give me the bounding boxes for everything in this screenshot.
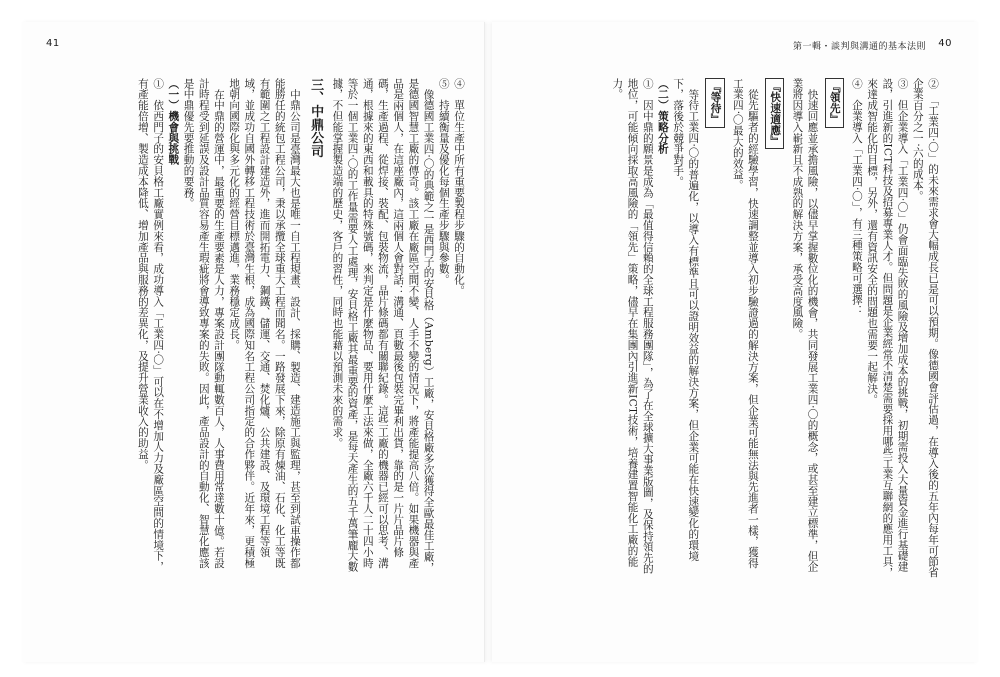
list-item: ④ 企業導入「工業四·〇」，有三種策略可選擇：	[850, 78, 863, 317]
subsection-heading: （一）機會與挑戰	[167, 78, 180, 166]
body-paragraph: 中鼎公司是臺灣最大也是唯一自工程規畫、設計、採購、製造、建造施工與監理，甚至到試車操作都能勝任的統包工程公司，秉以承攬全球重大工程而聞名。一路發展下來，除原有煉油、石化、化工等既有範圍之工程設計建造外，進而開拓電力、鋼鐵、儲運、交通、焚化爐、公共建設、及環境工程等領域，並成功自國外轉移工程技術於臺灣生根，成為國際知名工程公司指定的合作夥伴。近年來，更積極地朝向國際化與多元化的經營目標邁進，業務穩定成長。	[228, 78, 301, 569]
left-page	[22, 22, 485, 662]
list-item: ② 「工業四·〇」的未來需求會大幅成長已是可以預期。像德國會評估過，在導入後的五年內每年可節省企業百分之一·六的成本。	[911, 78, 939, 578]
page-number: 41	[46, 38, 60, 49]
list-item: ⑤ 持續衡量及優化每個生產步驟與參數。	[437, 78, 450, 286]
right-page-text	[520, 78, 940, 578]
list-item: ① 依西門子的安貝格工廠實例來看，成功導入「工業四·〇」可以在不增加人力及廠區空間的情境下，有產能倍增、製造成本降低、增加產品與服務的差異化，及提升營業收入的助益。	[136, 78, 165, 573]
list-item: ① 因中鼎的願景是成為「最值得信賴的全球工程服務團隊」，為了在全球擴大事業版圖，及保持領先的地位，可能傾向採取高風險的「領先」策略，儘早在集團內引進新ICT技術，培養建置智能化工廠的能力。	[611, 78, 654, 575]
strategy-label-wait: 『等待』	[705, 78, 724, 128]
running-head: 第一輯・談判與溝通的基本法則	[792, 42, 926, 52]
left-page-text	[46, 78, 466, 578]
body-paragraph: 等待工業四·〇的普遍化，以導入有標準且可以證明效益的解決方案，但企業可能在快速變化的環境下，落後於競爭對手。	[672, 78, 700, 561]
strategy-label-lead: 『領先』	[825, 78, 844, 128]
body-paragraph: 從先驅者的經驗學習，快速調整並導入初步驗證過的解決方案，但企業可能無法與先進者一樣，獲得工業四·〇最大的效益。	[731, 78, 759, 569]
page-number: 40	[938, 38, 952, 49]
subsection-heading: （二）策略分析	[656, 78, 669, 155]
strategy-label-adapt: 『快速適應』	[765, 78, 784, 149]
list-item: ④ 單位生產中所有重要製程步驟的自動化。	[453, 78, 465, 296]
body-paragraph: 快速回應並承擔風險，以儘早掌握數位化的機會，共同發展工業四·〇的概念，或甚至建立標準，但企業將因導入嶄新且不成熟的解決方案，承受高度風險。	[791, 78, 819, 572]
list-item: ③ 但企業導入「工業四·〇」仍會面臨失敗的風險及增加成本的挑戰，初期需投入大量資金進行基礎建設，引進新的ICT科技及招募專業人才。但問題是企業經常不清楚需要採用哪些工業互聯網的應用工具，來達成智能化的目標，另外，還有資訊安全的問題也需要一起解決。	[866, 78, 909, 578]
right-page	[492, 22, 978, 662]
body-paragraph: 像德國工業四·〇的典範之一是西門子的安貝格（Amberg）工廠，安貝格廠多次獲得全歐最佳工廠，是德國智慧工廠的傳奇。該工廠在廠區空間不變、人手不變的情況下，將產能提高八倍。如果機器與產品是兩個人，在這座廠內，這兩個人會對話：溝通、頁數最後包裝完畢利出貨，靠的是一片片晶片條碼，生產過程、從焊接、裝配、包裝物流，晶片條碼都有關聯紀錄。這些工廠的機器已經可以思考、溝通，根據來的東西和載具的特殊號碼，來判定是什麼物品、要用什麼工法來做，全廠六千人二十四小時等於一個工業四·〇的工作量需要人工處理，安貝格工廠其最重要的資產，是每天產生的五千萬筆龐大數據，不但能掌握製造端的歷史，客戶的習性，同時也能藉以預測未來的需求。	[331, 78, 435, 573]
body-paragraph: 在中鼎的營運中，最重要的生產要素是人力，專案設計團隊動輒數百人，人事費用常達數十億。若設計時程受到延誤及設計品質容易產生瑕疵將會導致專案的失敗。因此，產品設計的自動化、智慧化應該是中鼎優先要推動的要務。	[182, 78, 225, 569]
section-heading: 三、中鼎公司	[308, 78, 324, 158]
